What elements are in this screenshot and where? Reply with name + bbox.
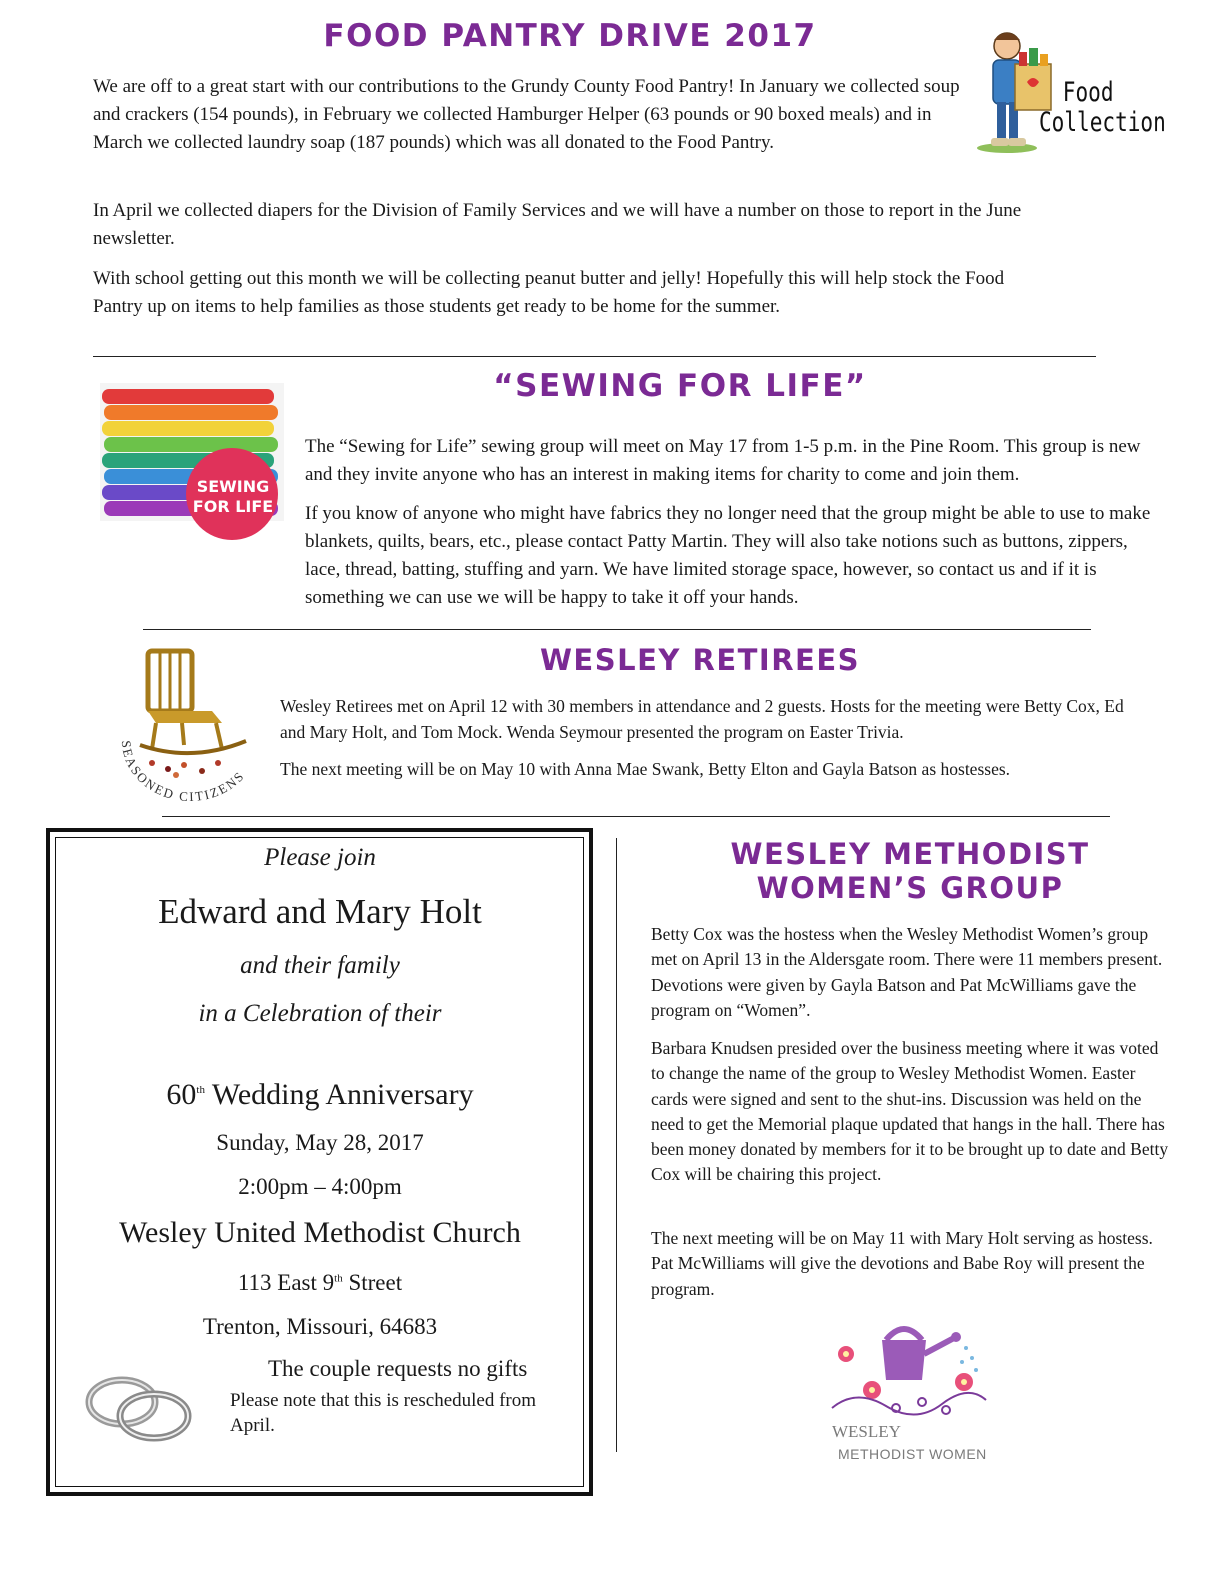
food-paragraph-3: With school getting out this month we will be collecting peanut butter and jelly! Hopefully this will help stock the Food Pantry up on items to help families as those students get ready to be home for the summer. [93, 268, 1005, 317]
women-paragraph-2: Barbara Knudsen presided over the business meeting where it was voted to change the name of the group to Wesley Methodist Women. Easter cards were signed and sent to the shut-ins. Discussion was held on the need to get the Memorial plaque updated that hangs in the hall. There has been money donated by members for it to be brought up to date and Betty Cox will be chairing this project. [651, 1038, 1169, 1185]
invite-address-number: 113 East 9 [237, 1270, 335, 1295]
methodist-women-logo-line1: WESLEY [832, 1422, 901, 1441]
sewing-paragraph-1: The “Sewing for Life” sewing group will meet on May 17 from 1-5 p.m. in the Pine Room. This group is new and they invite anyone who has an interest in making items for charity to come and join them. [305, 436, 1141, 485]
sewing-badge-text [188, 477, 278, 517]
wedding-rings-icon [84, 1368, 196, 1448]
food-collection-logo [975, 26, 1165, 156]
invite-anniv-text: Wedding Anniversary [204, 1078, 474, 1111]
women-title-line1: WESLEY METHODIST [730, 837, 1090, 871]
invite-address-suffix: th [334, 1272, 343, 1285]
invite-time: 2:00pm – 4:00pm [238, 1174, 402, 1199]
invite-family: and their family [240, 952, 400, 979]
watering-can-flowers-icon [826, 1318, 996, 1428]
invite-celebration: in a Celebration of their [198, 1000, 442, 1027]
invite-city: Trenton, Missouri, 64683 [202, 1314, 438, 1339]
seasoned-citizens-text: SEASONED CITIZENS [118, 739, 248, 805]
invite-anniversary [60, 1078, 580, 1112]
invite-address [60, 1270, 580, 1296]
sewing-badge-line2: FOR LIFE [192, 497, 274, 516]
seasoned-citizens-logo [112, 645, 268, 810]
retirees-paragraph-2: The next meeting will be on May 10 with Anna Mae Swank, Betty Elton and Gayla Batson as hostesses. [280, 759, 1011, 779]
wedding-rings-image [84, 1368, 196, 1448]
sewing-title: “SEWING FOR LIFE” [493, 368, 867, 404]
retirees-title: WESLEY RETIREES [539, 643, 861, 677]
women-title-line2: WOMEN’S GROUP [756, 871, 1064, 905]
women-title [650, 837, 1170, 905]
sewing-badge-line1: SEWING [196, 477, 270, 496]
divider-3 [162, 816, 1110, 817]
invite-anniv-number: 60 [166, 1078, 197, 1111]
invite-date: Sunday, May 28, 2017 [216, 1130, 424, 1155]
invite-anniv-suffix: th [196, 1084, 205, 1096]
women-paragraph-1: Betty Cox was the hostess when the Wesley Methodist Women’s group met on April 13 in the Aldersgate room. There were 11 members present. Devotions were given by Gayla Batson and Pat McWilliams gave the program on “Women”. [651, 924, 1163, 1020]
invite-church: Wesley United Methodist Church [119, 1216, 521, 1249]
column-divider [616, 838, 617, 1452]
food-paragraph-1: We are off to a great start with our contributions to the Grundy County Food Pantry! In January we collected soup and crackers (154 pounds), in February we collected Hamburger Helper (63 pounds or 90 boxed meals) and in March we collected laundry soap (187 pounds) which was all donated to the Food Pantry. [93, 76, 960, 153]
sewing-paragraph-2: If you know of anyone who might have fabrics they no longer need that the group might be able to use to make blankets, quilts, bears, etc., please contact Patty Martin. They will also take notions such as buttons, zippers, lace, thread, batting, stuffing and yarn. We have limited storage space, however, so contact us and if it is something we can use we will be happy to take it off your hands. [305, 503, 1151, 608]
divider-1 [93, 356, 1096, 357]
invite-rescheduled-note: Please note that this is rescheduled from April. [230, 1390, 537, 1436]
retirees-paragraph-1: Wesley Retirees met on April 12 with 30 members in attendance and 2 guests. Hosts for the meeting were Betty Cox, Ed and Mary Holt, and Tom Mock. Wenda Seymour presented the program on Easter Trivia. [280, 696, 1124, 742]
methodist-women-logo-line2: METHODIST WOMEN [838, 1446, 987, 1462]
invite-address-street: Street [342, 1270, 403, 1295]
rocking-chair-icon [112, 645, 268, 810]
divider-2 [143, 629, 1091, 630]
women-paragraph-3: The next meeting will be on May 11 with Mary Holt serving as hostess. Pat McWilliams will give the devotions and Babe Roy will present the program. [651, 1228, 1153, 1299]
food-logo-text [1039, 77, 1166, 138]
invite-names: Edward and Mary Holt [158, 892, 482, 931]
invite-no-gifts: The couple requests no gifts [268, 1356, 528, 1381]
fabric-stack-icon [100, 383, 284, 541]
sewing-fabric-image [100, 383, 284, 541]
methodist-women-logo [826, 1318, 996, 1468]
food-paragraph-2: In April we collected diapers for the Division of Family Services and we will have a number on those to report in the June newsletter. [93, 200, 1022, 249]
food-logo-line2: Collection [1039, 107, 1166, 138]
food-logo-line1: Food [1062, 77, 1114, 108]
food-pantry-title: FOOD PANTRY DRIVE 2017 [323, 18, 817, 54]
invite-please-join: Please join [264, 844, 376, 871]
svg-text:SEASONED CITIZENS [119, 740, 248, 804]
